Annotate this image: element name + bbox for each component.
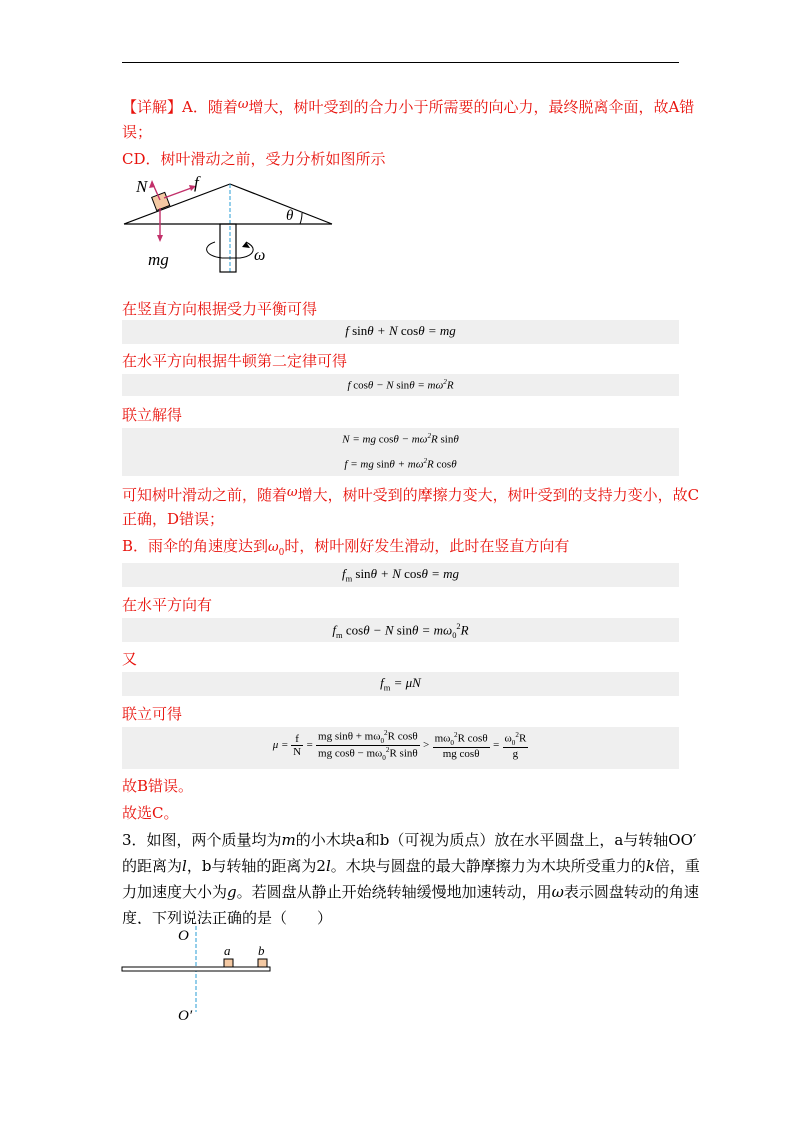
equation-2: f cosθ − N $\sin\theta = m\omega^2R$ — [347, 378, 454, 392]
text-line-6: 联立解得 — [122, 406, 183, 424]
header-rule — [122, 62, 679, 63]
label-a: a — [224, 943, 231, 958]
text-line-10: 在水平方向有 — [122, 596, 213, 614]
block-a — [224, 959, 233, 967]
question3-line-2: 的距离为l，b与转轴的距离为2l。木块与圆盘的最大静摩擦力为木块所受重力的k倍，重 — [122, 857, 700, 875]
label-mg: mg — [148, 250, 169, 269]
equation-3: N = mg $\cos\theta - m\omega^2R$ sinθ — [342, 432, 459, 446]
label-N: N — [136, 177, 148, 196]
turntable-figure — [118, 924, 278, 1024]
label-omega: ω — [254, 247, 266, 264]
equation-8: μ = $\frac{f}{N}$ = $\frac{mg \sin\theta + m\omega_0^2R \cos\theta}{mg \cos\theta - m\omega_0^2R \sin\theta}$ > $\frac{m\omega_0^2R \cos\theta}{\text{mg cosθ}}$ = $\frac{\omega_0^2R}{g}$ — [272, 729, 527, 762]
equation-1: f sinθ + N cosθ = mg — [345, 323, 456, 338]
label-b: b — [258, 943, 265, 958]
question3-line-3: 力加速度大小为g。若圆盘从静止开始绕转轴缓慢地加速转动，用ω表示圆盘转动的角速 — [122, 883, 699, 901]
question3-line-1: 3．如图，两个质量均为m的小木块a和b（可视为质点）放在水平圆盘上，a与转轴OO′ — [122, 831, 697, 849]
text-line-13: 故B错误。 — [122, 777, 194, 795]
text-line-12: 联立可得 — [122, 705, 183, 723]
force-diagram-figure — [122, 170, 334, 274]
equation-6: $f_m$ cosθ − N $\sin\theta = m\omega_0^2R$ — [332, 621, 469, 640]
label-O: O — [178, 928, 189, 944]
text-line-1: 【详解】A．随着ω增大，树叶受到的合力小于所需要的向心力，最终脱离伞面，故A错 — [122, 97, 695, 116]
text-line-4: 在竖直方向根据受力平衡可得 — [122, 300, 318, 318]
text-line-2: 误； — [122, 123, 153, 141]
label-f: f — [194, 173, 199, 192]
equation-4: f = mg $\sin\theta + m\omega^2R$ cosθ — [344, 457, 457, 471]
text-line-14: 故选C。 — [122, 804, 179, 822]
text-line-3: CD．树叶滑动之前，受力分析如图所示 — [122, 150, 386, 168]
text-line-9: B．雨伞的角速度达到$\omega_0$时，树叶刚好发生滑动，此时在竖直方向有 — [122, 537, 570, 558]
text-line-5: 在水平方向根据牛顿第二定律可得 — [122, 352, 348, 370]
text-line-8: 正确，D错误； — [122, 510, 225, 528]
question3-line-4: 度，下列说法正确的是（ ） — [122, 909, 333, 927]
label-theta: θ — [286, 208, 294, 224]
text-line-11: 又 — [122, 650, 138, 668]
block-b — [258, 959, 267, 967]
equation-5: $f_m$ sinθ + N cosθ = mg — [341, 566, 460, 584]
label-O-prime: O′ — [178, 1008, 193, 1024]
equation-7: $f_m = \mu N$ — [380, 675, 421, 693]
text-line-7: 可知树叶滑动之前，随着ω增大，树叶受到的摩擦力变大，树叶受到的支持力变小，故C — [122, 485, 700, 504]
